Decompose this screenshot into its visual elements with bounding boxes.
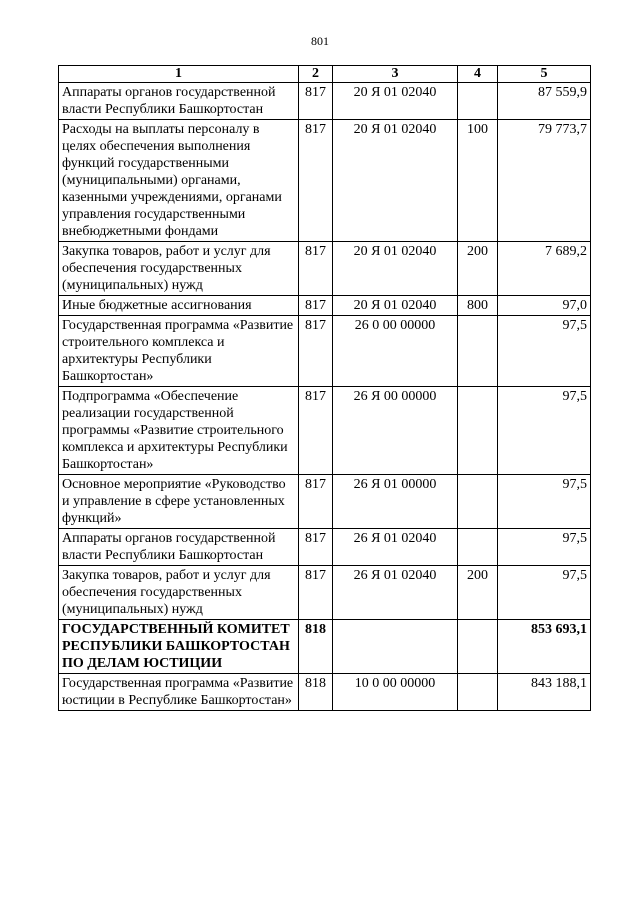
row-code: 817 [299,296,333,316]
row-code: 817 [299,529,333,566]
budget-table [58,65,591,711]
row-name: Аппараты органов государственной власти Республики Башкортостан [59,83,299,120]
row-vr [458,387,498,475]
row-code: 817 [299,316,333,387]
row-code: 818 [299,674,333,711]
row-csr: 26 0 00 00000 [333,316,458,387]
row-sum: 7 689,2 [498,242,591,296]
page-number: 801 [311,34,329,48]
row-code: 817 [299,387,333,475]
row-csr: 20 Я 01 02040 [333,242,458,296]
row-sum: 97,5 [498,387,591,475]
table-row [59,566,591,620]
row-csr [333,620,458,674]
table-row [59,529,591,566]
table-row [59,242,591,296]
table-row [59,83,591,120]
row-vr [458,529,498,566]
row-sum: 853 693,1 [498,620,591,674]
row-name: Основное мероприятие «Руководство и управление в сфере установленных функций» [59,475,299,529]
table-row [59,674,591,711]
table-row [59,387,591,475]
row-sum: 79 773,7 [498,120,591,242]
header-col-5: 5 [498,66,591,83]
row-vr [458,83,498,120]
row-csr: 20 Я 01 02040 [333,83,458,120]
row-name: Аппараты органов государственной власти Республики Башкортостан [59,529,299,566]
row-code: 817 [299,242,333,296]
row-code: 817 [299,83,333,120]
row-csr: 20 Я 01 02040 [333,296,458,316]
row-name: Иные бюджетные ассигнования [59,296,299,316]
table-header-row [59,66,591,83]
row-csr: 20 Я 01 02040 [333,120,458,242]
row-sum: 843 188,1 [498,674,591,711]
row-sum: 87 559,9 [498,83,591,120]
row-vr [458,316,498,387]
row-name: Государственная программа «Развитие юстиции в Республике Башкортостан» [59,674,299,711]
header-col-4: 4 [458,66,498,83]
row-csr: 26 Я 00 00000 [333,387,458,475]
row-sum: 97,5 [498,475,591,529]
row-code: 818 [299,620,333,674]
row-csr: 26 Я 01 02040 [333,529,458,566]
row-vr: 200 [458,566,498,620]
row-name: Закупка товаров, работ и услуг для обеспечения государственных (муниципальных) нужд [59,566,299,620]
header-col-2: 2 [299,66,333,83]
row-code: 817 [299,120,333,242]
header-col-3: 3 [333,66,458,83]
row-name: Государственная программа «Развитие строительного комплекса и архитектуры Республики Башкортостан» [59,316,299,387]
table-row [59,120,591,242]
row-vr [458,674,498,711]
row-name: Закупка товаров, работ и услуг для обеспечения государственных (муниципальных) нужд [59,242,299,296]
table-row [59,475,591,529]
row-name: Подпрограмма «Обеспечение реализации государственной программы «Развитие строительного комплекса и архитектуры Республики Башкортостан» [59,387,299,475]
row-csr: 26 Я 01 00000 [333,475,458,529]
row-csr: 10 0 00 00000 [333,674,458,711]
row-sum: 97,5 [498,316,591,387]
table-row [59,296,591,316]
row-vr [458,475,498,529]
row-vr: 200 [458,242,498,296]
row-sum: 97,0 [498,296,591,316]
row-name: Расходы на выплаты персоналу в целях обеспечения выполнения функций государственными (муниципальными) органами, казенными учреждениями, органами управления государственными внебюджетными фондами [59,120,299,242]
row-sum: 97,5 [498,566,591,620]
row-code: 817 [299,566,333,620]
header-col-1: 1 [59,66,299,83]
table-row [59,316,591,387]
row-sum: 97,5 [498,529,591,566]
row-vr [458,620,498,674]
row-vr: 100 [458,120,498,242]
row-code: 817 [299,475,333,529]
table-row-agency-total [59,620,591,674]
row-vr: 800 [458,296,498,316]
row-name: ГОСУДАРСТВЕННЫЙ КОМИТЕТ РЕСПУБЛИКИ БАШКОРТОСТАН ПО ДЕЛАМ ЮСТИЦИИ [59,620,299,674]
row-csr: 26 Я 01 02040 [333,566,458,620]
